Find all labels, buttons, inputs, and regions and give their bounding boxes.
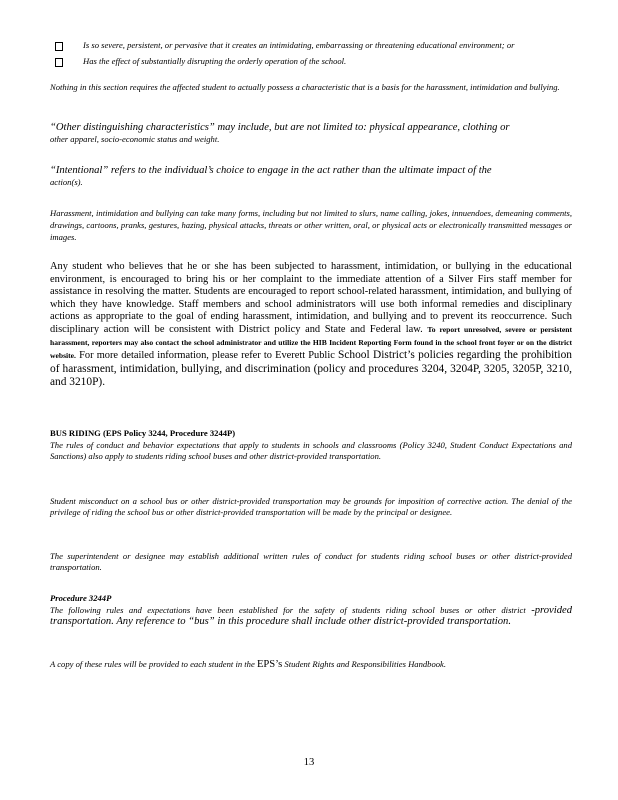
square-bullet-icon — [55, 42, 63, 51]
definition-continuation: action(s). — [50, 177, 83, 187]
definition-continuation: other apparel, socio-economic status and weight. — [50, 134, 220, 144]
harassment-forms-paragraph: Harassment, intimidation and bullying can take many forms, including but not limited to slurs, name calling, jokes, innuendoes, demeaning comments, drawings, cartoons, pranks, gestures, hazing, physical attacks, threats or other written, oral, or physical acts or electronically transmitted messages or images. — [50, 208, 572, 242]
eps-text: EPS’s — [256, 659, 283, 670]
bus-paragraph-2: Student misconduct on a school bus or other district-provided transportation may be grounds for imposition of corrective action. The denial of the privilege of riding the school bus or other district-provided transportation will be made by the principal or designee. — [50, 496, 572, 517]
policy-reference-text: School District’s policies regarding the prohibition of harassment, intimidation, bullying, and discrimination (policy and procedures 3204, 3204P, 3205, 3205P, 3210, and 3210P). — [50, 349, 572, 389]
bus-riding-heading: BUS RIDING (EPS Policy 3244, Procedure 3244P) — [50, 428, 236, 438]
list-item: Has the effect of substantially disrupting the orderly operation of the school. — [50, 56, 572, 67]
bus-paragraph-3: The superintendent or designee may establish additional written rules of conduct for students riding school buses or other district-provided transportation. — [50, 551, 572, 572]
reporting-text: Any student who believes that he or she has been subjected to harassment, intimidation, or bullying in the educational environment, is encouraged to bring his or her complaint to the immediate attention of a Silver Firs staff member for assistance in resolving the matter. Students are encouraged to report school-related harassment, intimidation, and bullying of which they have knowledge. Staff members and school administrators will use both informal remedies and disciplinary actions as appropriate to the goal of ending harassment, intimidation, and bullying and to prevent its reoccurrence. Such disciplinary action will be consistent with District policy and State and Federal law. — [50, 261, 572, 335]
list-item: Is so severe, persistent, or pervasive that it creates an intimidating, embarrassing or threatening educational environment; or — [50, 40, 572, 51]
definition-title: “Intentional” refers to the individual’s choice to engage in the act rather than the ultimate impact of the — [50, 165, 492, 176]
intentional-definition — [50, 164, 572, 188]
nothing-paragraph: Nothing in this section requires the affected student to actually possess a characteristic that is a basis for the harassment, intimidation and bullying. — [50, 82, 560, 92]
handbook-title: Student Rights and Responsibilities Handbook. — [284, 659, 447, 669]
procedure-paragraph-1: The following rules and expectations have been established for the safety of students riding school buses or other district -provided transportation. Any reference to “bus” in this procedure shall include other district-provided transportation. — [50, 605, 572, 627]
square-bullet-icon — [55, 58, 63, 67]
bullet-list — [50, 40, 572, 67]
reporting-text-cont: For more detailed information, please refer to Everett Public — [79, 350, 335, 362]
other-characteristics-definition — [50, 121, 572, 145]
procedure-paragraph-2: A copy of these rules will be provided to each student in the EPS’s Student Rights and Responsibilities Handbook. — [50, 659, 447, 670]
reporting-bold-text: To report unresolved, severe or persistent harassment, reporters may also contact the school administrator and utilize the HIB Incident Reporting Form found in the school front foyer or on the district website. — [50, 324, 572, 361]
reporting-paragraph — [50, 261, 572, 390]
page-number: 13 — [303, 757, 315, 768]
procedure-heading: Procedure 3244P — [50, 593, 112, 603]
definition-title: “Other distinguishing characteristics” may include, but are not limited to: physical appearance, clothing or — [50, 122, 510, 133]
bus-paragraph-1: The rules of conduct and behavior expectations that apply to students in schools and classrooms (Policy 3240, Student Conduct Expectations and Sanctions) also apply to students riding school buses and other district-provided transportation. — [50, 440, 572, 461]
